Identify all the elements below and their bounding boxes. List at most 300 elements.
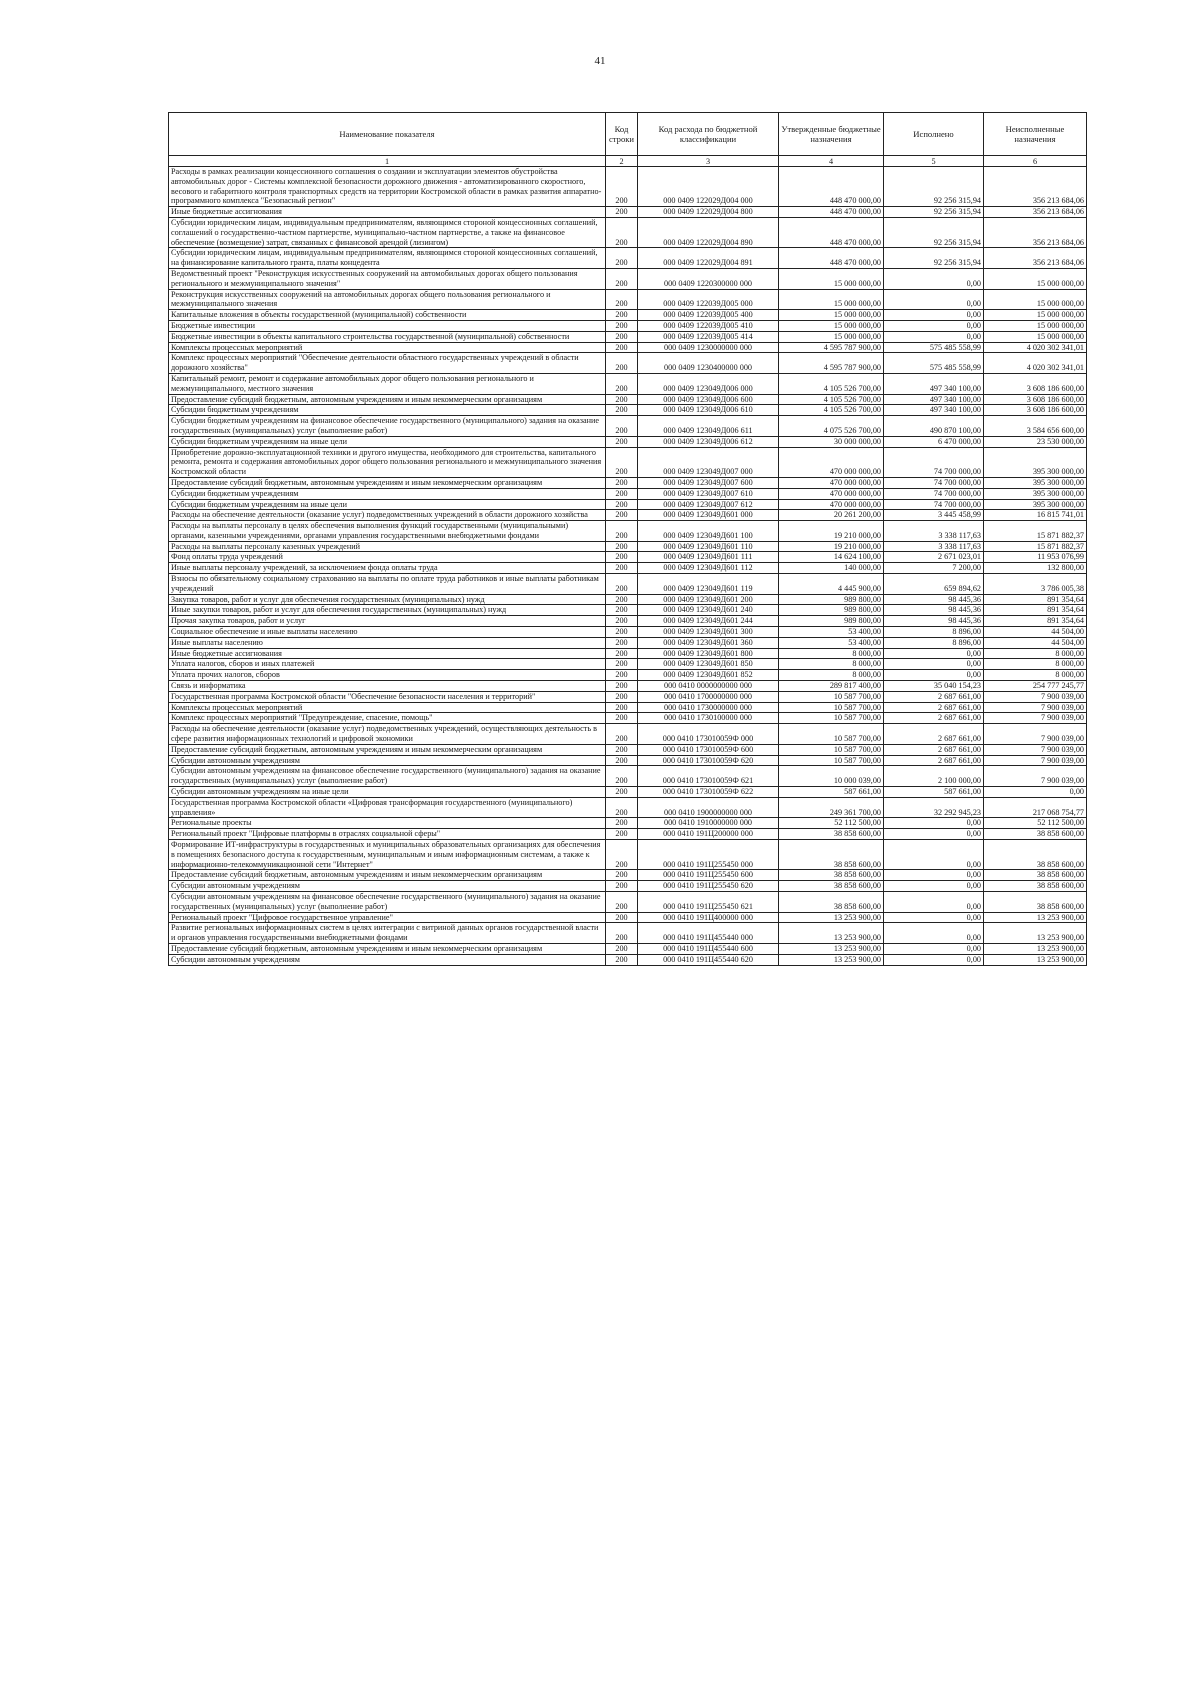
row-indicator-name: Связь и информатика <box>169 681 606 692</box>
row-executed-amount: 2 100 000,00 <box>884 766 984 787</box>
row-unexecuted-amount: 4 020 302 341,01 <box>984 342 1087 353</box>
row-classification-code: 000 0410 191Ц200000 000 <box>638 829 779 840</box>
row-line-code: 200 <box>606 713 638 724</box>
column-number: 2 <box>606 156 638 167</box>
row-executed-amount: 2 687 661,00 <box>884 713 984 724</box>
row-executed-amount: 575 485 558,99 <box>884 353 984 374</box>
table-row <box>169 510 1087 521</box>
column-number: 3 <box>638 156 779 167</box>
row-executed-amount: 659 894,62 <box>884 574 984 595</box>
row-classification-code: 000 0410 191Ц400000 000 <box>638 912 779 923</box>
row-indicator-name: Прочая закупка товаров, работ и услуг <box>169 616 606 627</box>
row-approved-amount: 4 445 900,00 <box>779 574 884 595</box>
table-row <box>169 755 1087 766</box>
header-indicator-name: Наименование показателя <box>169 113 606 156</box>
row-unexecuted-amount: 7 900 039,00 <box>984 724 1087 745</box>
row-line-code: 200 <box>606 670 638 681</box>
row-indicator-name: Иные бюджетные ассигнования <box>169 648 606 659</box>
row-executed-amount: 8 896,00 <box>884 627 984 638</box>
table-row <box>169 416 1087 437</box>
row-classification-code: 000 0410 173010059Ф 000 <box>638 724 779 745</box>
row-classification-code: 000 0410 191Ц255450 621 <box>638 891 779 912</box>
row-line-code: 200 <box>606 627 638 638</box>
row-indicator-name: Комплекс процессных мероприятий "Обеспечение деятельности областного государственных учреждений в области дорожного хозяйства" <box>169 353 606 374</box>
row-unexecuted-amount: 13 253 900,00 <box>984 954 1087 965</box>
row-unexecuted-amount: 4 020 302 341,01 <box>984 353 1087 374</box>
row-classification-code: 000 0409 123049Д601 852 <box>638 670 779 681</box>
row-indicator-name: Ведомственный проект "Реконструкция искусственных сооружений на автомобильных дорогах общего пользования регионального и межмуниципального значения" <box>169 268 606 289</box>
header-unexecuted-amount: Неисполненные назначения <box>984 113 1087 156</box>
table-body <box>169 167 1087 966</box>
row-indicator-name: Предоставление субсидий бюджетным, автономным учреждениям и иным некоммерческим организациям <box>169 943 606 954</box>
table-row <box>169 724 1087 745</box>
table-row <box>169 605 1087 616</box>
table-row <box>169 268 1087 289</box>
row-executed-amount: 32 292 945,23 <box>884 797 984 818</box>
row-unexecuted-amount: 38 858 600,00 <box>984 891 1087 912</box>
row-line-code: 200 <box>606 488 638 499</box>
row-approved-amount: 20 261 200,00 <box>779 510 884 521</box>
row-unexecuted-amount: 3 786 005,38 <box>984 574 1087 595</box>
row-approved-amount: 4 105 526 700,00 <box>779 405 884 416</box>
header-executed-amount: Исполнено <box>884 113 984 156</box>
row-classification-code: 000 0409 1220300000 000 <box>638 268 779 289</box>
row-line-code: 200 <box>606 648 638 659</box>
table-column-number-row <box>169 156 1087 167</box>
row-unexecuted-amount: 7 900 039,00 <box>984 713 1087 724</box>
row-approved-amount: 53 400,00 <box>779 637 884 648</box>
row-classification-code: 000 0410 0000000000 000 <box>638 681 779 692</box>
row-classification-code: 000 0409 123049Д601 200 <box>638 594 779 605</box>
row-line-code: 200 <box>606 616 638 627</box>
row-line-code: 200 <box>606 605 638 616</box>
row-line-code: 200 <box>606 552 638 563</box>
row-approved-amount: 470 000 000,00 <box>779 447 884 477</box>
row-approved-amount: 15 000 000,00 <box>779 320 884 331</box>
row-line-code: 200 <box>606 289 638 310</box>
row-line-code: 200 <box>606 702 638 713</box>
row-approved-amount: 15 000 000,00 <box>779 331 884 342</box>
table-row <box>169 818 1087 829</box>
row-executed-amount: 0,00 <box>884 268 984 289</box>
row-unexecuted-amount: 7 900 039,00 <box>984 744 1087 755</box>
row-executed-amount: 98 445,36 <box>884 594 984 605</box>
row-unexecuted-amount: 15 000 000,00 <box>984 310 1087 321</box>
row-unexecuted-amount: 891 354,64 <box>984 605 1087 616</box>
row-unexecuted-amount: 8 000,00 <box>984 648 1087 659</box>
row-classification-code: 000 0410 191Ц255450 600 <box>638 870 779 881</box>
row-approved-amount: 448 470 000,00 <box>779 248 884 269</box>
row-unexecuted-amount: 217 068 754,77 <box>984 797 1087 818</box>
row-unexecuted-amount: 13 253 900,00 <box>984 943 1087 954</box>
row-classification-code: 000 0409 122029Д004 890 <box>638 217 779 247</box>
row-indicator-name: Иные бюджетные ассигнования <box>169 207 606 218</box>
row-approved-amount: 14 624 100,00 <box>779 552 884 563</box>
table-row <box>169 541 1087 552</box>
row-indicator-name: Региональные проекты <box>169 818 606 829</box>
row-indicator-name: Субсидии автономным учреждениям <box>169 755 606 766</box>
row-executed-amount: 3 338 117,63 <box>884 521 984 542</box>
row-indicator-name: Предоставление субсидий бюджетным, автономным учреждениям и иным некоммерческим организациям <box>169 744 606 755</box>
row-indicator-name: Расходы в рамках реализации концессионного соглашения о создании и эксплуатации элементов обустройства автомобильных дорог - Системы комплексной безопасности дорожного движения - автоматизированного скоростного, весового и габаритного контроля транспортных средств на территории Костромской области в рамках развития аппаратно-программного комплекса "Безопасный регион" <box>169 167 606 207</box>
row-classification-code: 000 0409 123049Д601 112 <box>638 563 779 574</box>
row-line-code: 200 <box>606 521 638 542</box>
row-approved-amount: 10 587 700,00 <box>779 691 884 702</box>
row-line-code: 200 <box>606 923 638 944</box>
row-approved-amount: 448 470 000,00 <box>779 207 884 218</box>
row-approved-amount: 989 800,00 <box>779 616 884 627</box>
row-approved-amount: 10 587 700,00 <box>779 713 884 724</box>
row-unexecuted-amount: 38 858 600,00 <box>984 829 1087 840</box>
row-indicator-name: Расходы на выплаты персоналу казенных учреждений <box>169 541 606 552</box>
row-executed-amount: 6 470 000,00 <box>884 436 984 447</box>
table-row <box>169 943 1087 954</box>
row-approved-amount: 15 000 000,00 <box>779 268 884 289</box>
row-indicator-name: Региональный проект "Цифровое государственное управление" <box>169 912 606 923</box>
table-row <box>169 912 1087 923</box>
row-indicator-name: Закупка товаров, работ и услуг для обеспечения государственных (муниципальных) нужд <box>169 594 606 605</box>
row-unexecuted-amount: 52 112 500,00 <box>984 818 1087 829</box>
row-executed-amount: 2 687 661,00 <box>884 744 984 755</box>
row-line-code: 200 <box>606 447 638 477</box>
row-classification-code: 000 0409 123049Д601 111 <box>638 552 779 563</box>
row-indicator-name: Взносы по обязательному социальному страхованию на выплаты по оплате труда работников и иные выплаты работникам учреждений <box>169 574 606 595</box>
row-executed-amount: 74 700 000,00 <box>884 447 984 477</box>
row-approved-amount: 448 470 000,00 <box>779 167 884 207</box>
table-row <box>169 563 1087 574</box>
row-indicator-name: Расходы на обеспечение деятельности (оказание услуг) подведомственных учреждений в области дорожного хозяйства <box>169 510 606 521</box>
row-indicator-name: Комплексы процессных мероприятий <box>169 702 606 713</box>
row-unexecuted-amount: 15 000 000,00 <box>984 289 1087 310</box>
row-executed-amount: 98 445,36 <box>884 605 984 616</box>
table-row <box>169 881 1087 892</box>
row-indicator-name: Капитальный ремонт, ремонт и содержание автомобильных дорог общего пользования регионального и межмуниципального, местного значения <box>169 373 606 394</box>
table-row <box>169 787 1087 798</box>
row-unexecuted-amount: 23 530 000,00 <box>984 436 1087 447</box>
row-executed-amount: 0,00 <box>884 320 984 331</box>
row-approved-amount: 989 800,00 <box>779 605 884 616</box>
budget-execution-table <box>168 112 1087 966</box>
row-indicator-name: Комплекс процессных мероприятий "Предупреждение, спасение, помощь" <box>169 713 606 724</box>
row-executed-amount: 2 671 023,01 <box>884 552 984 563</box>
row-executed-amount: 92 256 315,94 <box>884 167 984 207</box>
header-line-code: Код строки <box>606 113 638 156</box>
row-executed-amount: 8 896,00 <box>884 637 984 648</box>
row-classification-code: 000 0409 123049Д006 610 <box>638 405 779 416</box>
table-row <box>169 670 1087 681</box>
row-unexecuted-amount: 395 300 000,00 <box>984 447 1087 477</box>
row-executed-amount: 497 340 100,00 <box>884 394 984 405</box>
row-approved-amount: 4 595 787 900,00 <box>779 353 884 374</box>
table-row <box>169 702 1087 713</box>
row-classification-code: 000 0409 123049Д601 240 <box>638 605 779 616</box>
row-line-code: 200 <box>606 594 638 605</box>
row-unexecuted-amount: 3 608 186 600,00 <box>984 394 1087 405</box>
row-indicator-name: Субсидии автономным учреждениям <box>169 954 606 965</box>
row-line-code: 200 <box>606 416 638 437</box>
row-executed-amount: 35 040 154,23 <box>884 681 984 692</box>
row-approved-amount: 10 587 700,00 <box>779 755 884 766</box>
row-executed-amount: 0,00 <box>884 818 984 829</box>
row-approved-amount: 10 587 700,00 <box>779 744 884 755</box>
table-row <box>169 499 1087 510</box>
row-line-code: 200 <box>606 499 638 510</box>
row-unexecuted-amount: 44 504,00 <box>984 637 1087 648</box>
column-number: 5 <box>884 156 984 167</box>
row-executed-amount: 497 340 100,00 <box>884 373 984 394</box>
row-unexecuted-amount: 11 953 076,99 <box>984 552 1087 563</box>
row-classification-code: 000 0409 123049Д006 611 <box>638 416 779 437</box>
row-classification-code: 000 0410 173010059Ф 621 <box>638 766 779 787</box>
row-executed-amount: 98 445,36 <box>884 616 984 627</box>
row-classification-code: 000 0410 1730100000 000 <box>638 713 779 724</box>
row-approved-amount: 10 587 700,00 <box>779 702 884 713</box>
row-classification-code: 000 0410 173010059Ф 600 <box>638 744 779 755</box>
row-unexecuted-amount: 3 608 186 600,00 <box>984 405 1087 416</box>
row-classification-code: 000 0409 123049Д007 600 <box>638 477 779 488</box>
row-indicator-name: Предоставление субсидий бюджетным, автономным учреждениям и иным некоммерческим организациям <box>169 394 606 405</box>
row-unexecuted-amount: 0,00 <box>984 787 1087 798</box>
table-row <box>169 405 1087 416</box>
row-unexecuted-amount: 356 213 684,06 <box>984 217 1087 247</box>
row-indicator-name: Субсидии автономным учреждениям на иные цели <box>169 787 606 798</box>
row-unexecuted-amount: 3 608 186 600,00 <box>984 373 1087 394</box>
table-row <box>169 648 1087 659</box>
row-executed-amount: 7 200,00 <box>884 563 984 574</box>
row-executed-amount: 74 700 000,00 <box>884 477 984 488</box>
column-number: 6 <box>984 156 1087 167</box>
row-indicator-name: Реконструкция искусственных сооружений на автомобильных дорогах общего пользования регионального и межмуниципального значения <box>169 289 606 310</box>
row-approved-amount: 4 075 526 700,00 <box>779 416 884 437</box>
row-approved-amount: 38 858 600,00 <box>779 870 884 881</box>
table-row <box>169 891 1087 912</box>
table-row <box>169 521 1087 542</box>
row-unexecuted-amount: 15 000 000,00 <box>984 320 1087 331</box>
row-line-code: 200 <box>606 724 638 745</box>
row-executed-amount: 0,00 <box>884 310 984 321</box>
row-unexecuted-amount: 13 253 900,00 <box>984 912 1087 923</box>
row-indicator-name: Бюджетные инвестиции в объекты капитального строительства государственной (муниципальной) собственности <box>169 331 606 342</box>
row-indicator-name: Субсидии автономным учреждениям на финансовое обеспечение государственного (муниципального) задания на оказание государственных (муниципальных) услуг (выполнение работ) <box>169 891 606 912</box>
row-approved-amount: 19 210 000,00 <box>779 521 884 542</box>
row-indicator-name: Уплата налогов, сборов и иных платежей <box>169 659 606 670</box>
row-classification-code: 000 0409 123049Д601 100 <box>638 521 779 542</box>
row-approved-amount: 19 210 000,00 <box>779 541 884 552</box>
table-row <box>169 353 1087 374</box>
table-row <box>169 167 1087 207</box>
row-line-code: 200 <box>606 477 638 488</box>
table-row <box>169 766 1087 787</box>
table-row <box>169 488 1087 499</box>
table-header-row <box>169 113 1087 156</box>
row-indicator-name: Социальное обеспечение и иные выплаты населению <box>169 627 606 638</box>
row-unexecuted-amount: 38 858 600,00 <box>984 870 1087 881</box>
row-unexecuted-amount: 7 900 039,00 <box>984 766 1087 787</box>
row-classification-code: 000 0409 123049Д601 119 <box>638 574 779 595</box>
table-row <box>169 659 1087 670</box>
table-row <box>169 713 1087 724</box>
row-classification-code: 000 0409 123049Д601 300 <box>638 627 779 638</box>
row-line-code: 200 <box>606 248 638 269</box>
row-unexecuted-amount: 132 800,00 <box>984 563 1087 574</box>
row-line-code: 200 <box>606 510 638 521</box>
row-classification-code: 000 0409 123049Д601 244 <box>638 616 779 627</box>
row-classification-code: 000 0410 1700000000 000 <box>638 691 779 702</box>
row-executed-amount: 0,00 <box>884 954 984 965</box>
row-executed-amount: 0,00 <box>884 659 984 670</box>
table-row <box>169 394 1087 405</box>
row-classification-code: 000 0409 122039Д005 400 <box>638 310 779 321</box>
row-indicator-name: Субсидии автономным учреждениям на финансовое обеспечение государственного (муниципального) задания на оказание государственных (муниципальных) услуг (выполнение работ) <box>169 766 606 787</box>
row-executed-amount: 74 700 000,00 <box>884 488 984 499</box>
row-executed-amount: 0,00 <box>884 670 984 681</box>
row-indicator-name: Государственная программа Костромской области «Цифровая трансформация государственного (муниципального) управления» <box>169 797 606 818</box>
row-approved-amount: 13 253 900,00 <box>779 954 884 965</box>
row-classification-code: 000 0409 123049Д601 800 <box>638 648 779 659</box>
row-line-code: 200 <box>606 541 638 552</box>
row-executed-amount: 587 661,00 <box>884 787 984 798</box>
row-indicator-name: Уплата прочих налогов, сборов <box>169 670 606 681</box>
row-executed-amount: 92 256 315,94 <box>884 207 984 218</box>
row-classification-code: 000 0409 122029Д004 000 <box>638 167 779 207</box>
row-indicator-name: Субсидии юридическим лицам, индивидуальным предпринимателям, являющимся стороной концессионных соглашений, на финансирование капитального гранта, платы концедента <box>169 248 606 269</box>
row-line-code: 200 <box>606 829 638 840</box>
row-line-code: 200 <box>606 818 638 829</box>
row-indicator-name: Бюджетные инвестиции <box>169 320 606 331</box>
row-executed-amount: 0,00 <box>884 943 984 954</box>
row-line-code: 200 <box>606 637 638 648</box>
row-classification-code: 000 0410 191Ц455440 600 <box>638 943 779 954</box>
table-row <box>169 331 1087 342</box>
row-unexecuted-amount: 395 300 000,00 <box>984 488 1087 499</box>
row-approved-amount: 13 253 900,00 <box>779 923 884 944</box>
row-line-code: 200 <box>606 268 638 289</box>
table-row <box>169 552 1087 563</box>
row-indicator-name: Приобретение дорожно-эксплуатационной техники и другого имущества, необходимого для строительства, капитального ремонта, ремонта и содержания автомобильных дорог общего пользования регионального и межмуниципального значения Костромской области <box>169 447 606 477</box>
row-indicator-name: Расходы на выплаты персоналу в целях обеспечения выполнения функций государственными (муниципальными) органами, казенными учреждениями, органами управления государственными внебюджетными фондами <box>169 521 606 542</box>
row-indicator-name: Субсидии автономным учреждениям <box>169 881 606 892</box>
row-classification-code: 000 0410 191Ц455440 000 <box>638 923 779 944</box>
row-approved-amount: 13 253 900,00 <box>779 912 884 923</box>
row-unexecuted-amount: 8 000,00 <box>984 659 1087 670</box>
row-line-code: 200 <box>606 797 638 818</box>
table-row <box>169 954 1087 965</box>
row-approved-amount: 4 105 526 700,00 <box>779 394 884 405</box>
row-line-code: 200 <box>606 744 638 755</box>
table-row <box>169 681 1087 692</box>
row-unexecuted-amount: 15 871 882,37 <box>984 521 1087 542</box>
row-executed-amount: 92 256 315,94 <box>884 248 984 269</box>
table-row <box>169 637 1087 648</box>
row-classification-code: 000 0409 123049Д601 000 <box>638 510 779 521</box>
row-executed-amount: 0,00 <box>884 923 984 944</box>
row-indicator-name: Предоставление субсидий бюджетным, автономным учреждениям и иным некоммерческим организациям <box>169 477 606 488</box>
table-row <box>169 207 1087 218</box>
row-indicator-name: Субсидии юридическим лицам, индивидуальным предпринимателям, являющимся стороной концессионных соглашений, соглашений о государственно-частном партнерстве, муниципально-частном партнерстве, а также на финансовое обеспечение (возмещение) затрат, связанных с финансовой арендой (лизингом) <box>169 217 606 247</box>
row-line-code: 200 <box>606 320 638 331</box>
row-executed-amount: 0,00 <box>884 331 984 342</box>
row-executed-amount: 2 687 661,00 <box>884 702 984 713</box>
column-number: 1 <box>169 156 606 167</box>
row-approved-amount: 470 000 000,00 <box>779 488 884 499</box>
row-line-code: 200 <box>606 659 638 670</box>
row-unexecuted-amount: 7 900 039,00 <box>984 755 1087 766</box>
row-approved-amount: 52 112 500,00 <box>779 818 884 829</box>
row-approved-amount: 140 000,00 <box>779 563 884 574</box>
row-line-code: 200 <box>606 840 638 870</box>
row-line-code: 200 <box>606 331 638 342</box>
row-approved-amount: 587 661,00 <box>779 787 884 798</box>
row-approved-amount: 53 400,00 <box>779 627 884 638</box>
row-indicator-name: Субсидии бюджетным учреждениям на иные цели <box>169 436 606 447</box>
row-approved-amount: 13 253 900,00 <box>779 943 884 954</box>
row-unexecuted-amount: 15 000 000,00 <box>984 268 1087 289</box>
row-classification-code: 000 0409 123049Д006 600 <box>638 394 779 405</box>
row-classification-code: 000 0409 123049Д007 610 <box>638 488 779 499</box>
row-line-code: 200 <box>606 912 638 923</box>
row-indicator-name: Региональный проект "Цифровые платформы в отраслях социальной сферы" <box>169 829 606 840</box>
row-executed-amount: 2 687 661,00 <box>884 724 984 745</box>
row-line-code: 200 <box>606 881 638 892</box>
row-approved-amount: 10 000 039,00 <box>779 766 884 787</box>
row-unexecuted-amount: 7 900 039,00 <box>984 691 1087 702</box>
row-unexecuted-amount: 891 354,64 <box>984 594 1087 605</box>
table-row <box>169 320 1087 331</box>
row-classification-code: 000 0410 1910000000 000 <box>638 818 779 829</box>
row-classification-code: 000 0410 1900000000 000 <box>638 797 779 818</box>
row-unexecuted-amount: 356 213 684,06 <box>984 248 1087 269</box>
row-executed-amount: 0,00 <box>884 891 984 912</box>
row-approved-amount: 38 858 600,00 <box>779 891 884 912</box>
row-line-code: 200 <box>606 207 638 218</box>
row-unexecuted-amount: 356 213 684,06 <box>984 167 1087 207</box>
row-approved-amount: 10 587 700,00 <box>779 724 884 745</box>
row-classification-code: 000 0410 173010059Ф 620 <box>638 755 779 766</box>
row-indicator-name: Субсидии бюджетным учреждениям <box>169 405 606 416</box>
row-executed-amount: 0,00 <box>884 912 984 923</box>
row-classification-code: 000 0409 123049Д007 000 <box>638 447 779 477</box>
row-approved-amount: 8 000,00 <box>779 648 884 659</box>
table-row <box>169 616 1087 627</box>
row-line-code: 200 <box>606 310 638 321</box>
row-approved-amount: 8 000,00 <box>779 670 884 681</box>
row-executed-amount: 3 445 458,99 <box>884 510 984 521</box>
row-executed-amount: 3 338 117,63 <box>884 541 984 552</box>
row-classification-code: 000 0409 123049Д006 612 <box>638 436 779 447</box>
row-classification-code: 000 0409 123049Д007 612 <box>638 499 779 510</box>
row-line-code: 200 <box>606 766 638 787</box>
row-unexecuted-amount: 38 858 600,00 <box>984 881 1087 892</box>
row-indicator-name: Субсидии бюджетным учреждениям на иные цели <box>169 499 606 510</box>
row-line-code: 200 <box>606 342 638 353</box>
row-executed-amount: 497 340 100,00 <box>884 405 984 416</box>
table-row <box>169 373 1087 394</box>
row-executed-amount: 0,00 <box>884 840 984 870</box>
row-unexecuted-amount: 13 253 900,00 <box>984 923 1087 944</box>
row-executed-amount: 2 687 661,00 <box>884 691 984 702</box>
header-approved-amount: Утвержденные бюджетные назначения <box>779 113 884 156</box>
row-line-code: 200 <box>606 217 638 247</box>
row-approved-amount: 4 595 787 900,00 <box>779 342 884 353</box>
row-executed-amount: 0,00 <box>884 289 984 310</box>
table-row <box>169 797 1087 818</box>
table-row <box>169 436 1087 447</box>
row-classification-code: 000 0409 122039Д005 414 <box>638 331 779 342</box>
row-classification-code: 000 0409 1230000000 000 <box>638 342 779 353</box>
row-line-code: 200 <box>606 373 638 394</box>
row-indicator-name: Субсидии бюджетным учреждениям <box>169 488 606 499</box>
table-row <box>169 923 1087 944</box>
